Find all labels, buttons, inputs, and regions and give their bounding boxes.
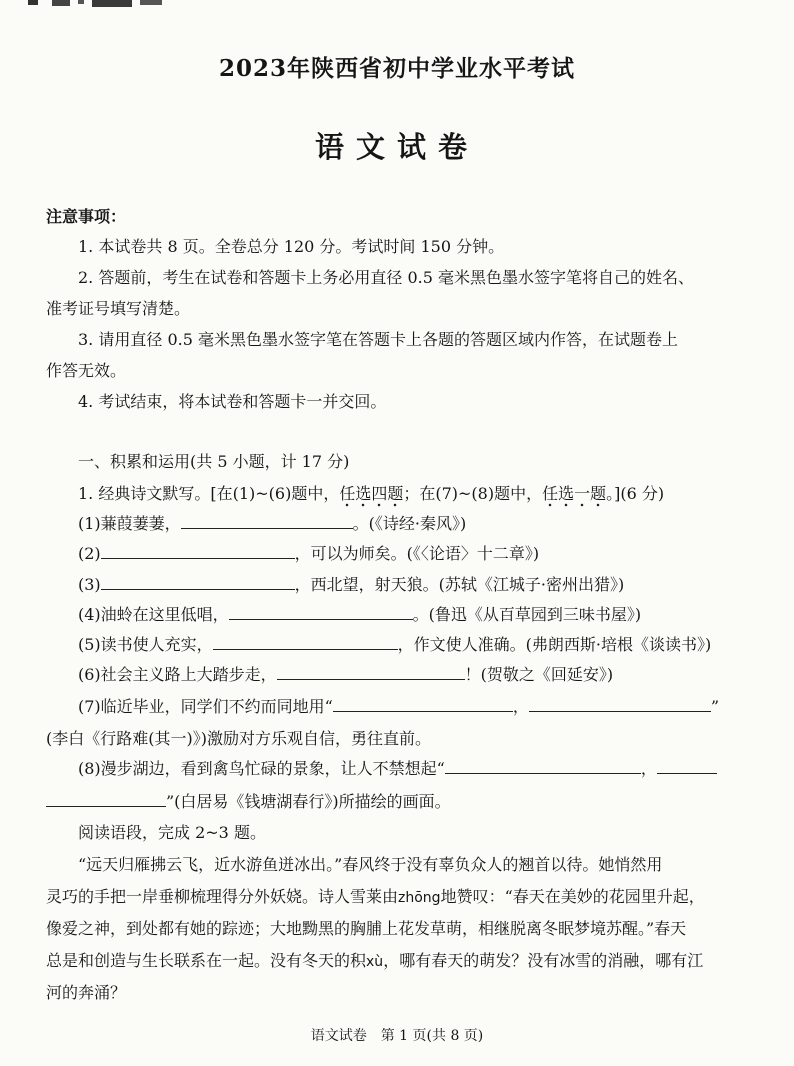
question-item-7 <box>78 696 719 718</box>
question-item-7-continued: (李白《行路难(其一)》)激励对方乐观自信，勇往直前。 <box>46 729 431 748</box>
item-text: ，作文使人准确。(弗朗西斯·培根《谈读书》) <box>397 635 712 654</box>
item-text: ！(贺敬之《回延安》) <box>464 665 614 684</box>
notice-item-continued: 作答无效。 <box>46 361 127 380</box>
answer-blank[interactable] <box>445 758 641 774</box>
passage-text: ，哪有春天的萌发？没有冰雪的消融，哪有江 <box>383 951 704 970</box>
item-text: ， <box>640 759 657 778</box>
reading-intro: 阅读语段，完成 2~3 题。 <box>78 823 266 842</box>
item-text: (7)临近毕业，同学们不约而同地用“ <box>78 697 333 716</box>
question-item-6 <box>78 664 613 686</box>
item-text: (3) <box>78 575 101 594</box>
question-1-stem <box>78 483 664 505</box>
scan-artifact-corner <box>22 0 172 12</box>
passage-line: 河的奔涌？ <box>46 983 127 1002</box>
item-text: (8)漫步湖边，看到禽鸟忙碌的景象，让人不禁想起“ <box>78 759 445 778</box>
notice-item: 3. 请用直径 0.5 毫米黑色墨水签字笔在答题卡上各题的答题区域内作答，在试题卷上 <box>78 330 678 349</box>
notice-item-continued: 准考证号填写清楚。 <box>46 299 191 318</box>
emphasis-text: 任选四题 <box>339 484 403 508</box>
notice-item: 4. 考试结束，将本试卷和答题卡一并交回。 <box>78 392 387 411</box>
pinyin-text: xù <box>366 954 384 970</box>
passage-text: 总是和创造与生长联系在一起。没有冬天的积 <box>46 951 367 970</box>
passage-text: 灵巧的手把一岸垂柳梳理得分外妖娆。诗人雪莱由 <box>46 887 399 906</box>
item-text: (6)社会主义路上大踏步走， <box>78 665 277 684</box>
item-text: 。(《诗经·秦风》) <box>352 514 467 533</box>
question-item-1 <box>78 513 466 535</box>
question-item-8-continued <box>46 791 451 813</box>
passage-line: “远天归雁拂云飞，近水游鱼迸冰出。”春风终于没有辜负众人的翘首以待。她悄然用 <box>78 855 663 874</box>
question-item-4 <box>78 604 641 626</box>
notice-item: 2. 答题前，考生在试卷和答题卡上务必用直径 0.5 毫米黑色墨水签字笔将自己的姓名、 <box>78 268 694 287</box>
paper-subtitle: 语文试卷 <box>314 130 479 164</box>
answer-blank[interactable] <box>213 634 398 650</box>
question-item-2 <box>78 543 539 565</box>
answer-blank[interactable] <box>46 791 166 807</box>
question-item-3 <box>78 574 624 596</box>
stem-text: 。](6 分) <box>606 484 665 503</box>
answer-blank[interactable] <box>333 696 513 712</box>
answer-blank[interactable] <box>101 543 295 559</box>
item-text: ， <box>512 697 529 716</box>
passage-line: 像爱之神，到处都有她的踪迹；大地黝黑的胸脯上花发草萌，相继脱离冬眠梦境苏醒。”春天 <box>46 919 687 938</box>
exam-title: 2023年陕西省初中学业水平考试 <box>218 55 575 82</box>
passage-line <box>46 886 705 909</box>
item-text: (2) <box>78 544 101 563</box>
answer-blank[interactable] <box>277 664 465 680</box>
pinyin-text: zhōng <box>398 890 441 906</box>
emphasis-text: 任选一题 <box>542 484 606 508</box>
section-heading: 一、积累和运用(共 5 小题，计 17 分) <box>78 452 350 471</box>
stem-text: ；在(7)~(8)题中， <box>403 484 543 503</box>
notice-item: 1. 本试卷共 8 页。全卷总分 120 分。考试时间 150 分钟。 <box>78 237 505 256</box>
page-footer: 语文试卷 第 1 页(共 8 页) <box>310 1028 484 1044</box>
item-text: ” <box>710 697 720 716</box>
item-text: (1)蒹葭萋萋， <box>78 514 181 533</box>
item-text: ，西北望，射天狼。(苏轼《江城子·密州出猎》) <box>294 575 625 594</box>
notice-heading: 注意事项： <box>46 207 127 226</box>
item-text: (5)读书使人充实， <box>78 635 213 654</box>
passage-text: 地赞叹：“春天在美妙的花园里升起， <box>440 887 705 906</box>
stem-text: 1. 经典诗文默写。[在(1)~(6)题中， <box>78 484 340 503</box>
answer-blank[interactable] <box>229 604 413 620</box>
item-text: (4)油蛉在这里低唱， <box>78 605 229 624</box>
answer-blank[interactable] <box>101 574 295 590</box>
answer-blank[interactable] <box>657 758 717 774</box>
item-text: 。(鲁迅《从百草园到三味书屋》) <box>412 605 642 624</box>
item-text: ”(白居易《钱塘湖春行》)所描绘的画面。 <box>166 792 451 811</box>
question-item-5 <box>78 634 711 656</box>
item-text: ，可以为师矣。(《〈论语〉十二章》) <box>294 544 540 563</box>
answer-blank[interactable] <box>529 696 711 712</box>
question-item-8 <box>78 758 717 780</box>
passage-line <box>46 950 703 973</box>
answer-blank[interactable] <box>181 513 353 529</box>
